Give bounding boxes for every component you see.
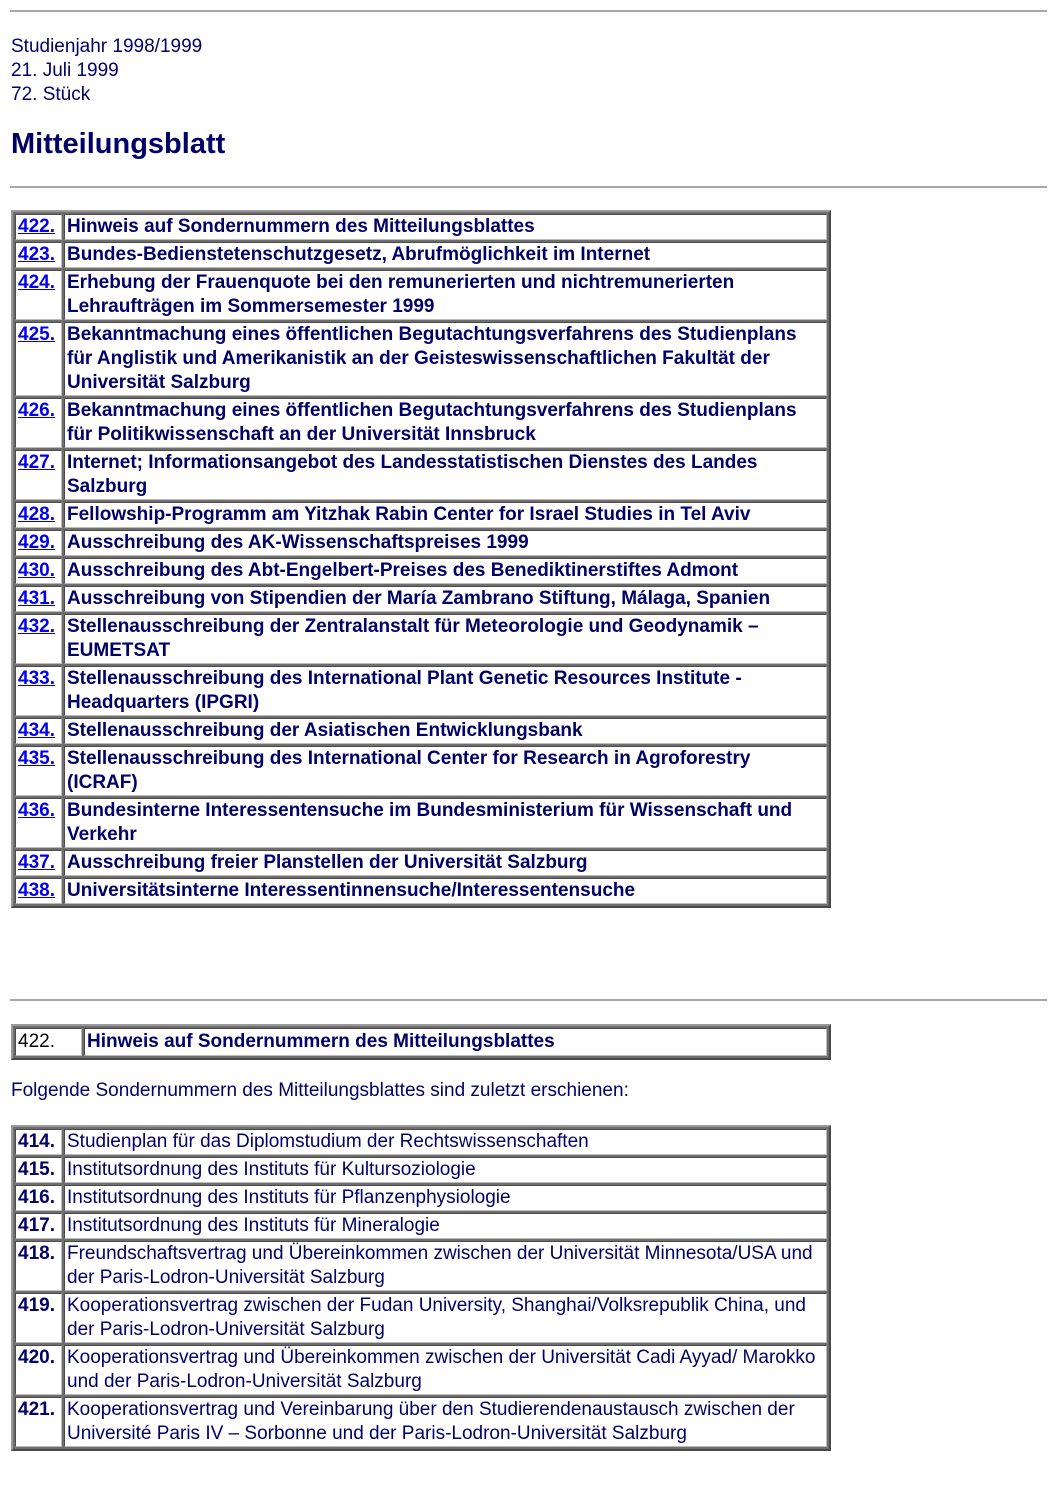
toc-link-428[interactable]: 428. xyxy=(18,504,55,525)
special-issue-row xyxy=(15,1345,827,1395)
special-issue-title: Institutsordnung des Instituts für Kultursoziologie xyxy=(64,1157,827,1183)
special-issue-row xyxy=(15,1157,827,1183)
toc-link-432[interactable]: 432. xyxy=(18,616,55,637)
special-issue-title: Kooperationsvertrag und Vereinbarung über den Studierendenaustausch zwischen der Université Paris IV – Sorbonne und der Paris-Lodron-Universität Salzburg xyxy=(64,1397,827,1447)
toc-link-433[interactable]: 433. xyxy=(18,668,55,689)
toc-title: Ausschreibung des Abt-Engelbert-Preises des Benediktinerstiftes Admont xyxy=(64,558,827,584)
special-issue-number: 420. xyxy=(15,1345,62,1395)
special-issue-title: Kooperationsvertrag zwischen der Fudan University, Shanghai/Volksrepublik China, und der Paris-Lodron-Universität Salzburg xyxy=(64,1293,827,1343)
toc-link-434[interactable]: 434. xyxy=(18,720,55,741)
toc-title: Stellenausschreibung des International Plant Genetic Resources Institute - Headquarters (IPGRI) xyxy=(64,666,827,716)
toc-link-437[interactable]: 437. xyxy=(18,852,55,873)
toc-row xyxy=(15,502,827,528)
toc-title: Fellowship-Programm am Yitzhak Rabin Center for Israel Studies in Tel Aviv xyxy=(64,502,827,528)
toc-title: Ausschreibung von Stipendien der María Zambrano Stiftung, Málaga, Spanien xyxy=(64,586,827,612)
toc-link-427[interactable]: 427. xyxy=(18,452,55,473)
special-issue-row xyxy=(15,1185,827,1211)
title-rule xyxy=(10,186,1047,188)
special-issue-row xyxy=(15,1213,827,1239)
issue-date: 21. Juli 1999 xyxy=(11,60,119,81)
special-issue-title: Kooperationsvertrag und Übereinkommen zwischen der Universität Cadi Ayyad/ Marokko und der Paris-Lodron-Universität Salzburg xyxy=(64,1345,827,1395)
special-issue-title: Studienplan für das Diplomstudium der Rechtswissenschaften xyxy=(64,1129,827,1155)
toc-row xyxy=(15,666,827,716)
toc-link-426[interactable]: 426. xyxy=(18,400,55,421)
toc-title: Stellenausschreibung der Asiatischen Entwicklungsbank xyxy=(64,718,827,744)
special-issue-row xyxy=(15,1293,827,1343)
section-number: 422. xyxy=(15,1028,82,1056)
toc-link-436[interactable]: 436. xyxy=(18,800,55,821)
toc-link-424[interactable]: 424. xyxy=(18,272,55,293)
table-of-contents xyxy=(11,210,831,908)
issue-number: 72. Stück xyxy=(11,84,91,105)
special-issues-table xyxy=(11,1125,831,1451)
special-issue-row xyxy=(15,1241,827,1291)
toc-link-438[interactable]: 438. xyxy=(18,880,55,901)
toc-row xyxy=(15,270,827,320)
special-issue-number: 417. xyxy=(15,1213,62,1239)
toc-title: Universitätsinterne Interessentinnensuche/Interessentensuche xyxy=(64,878,827,904)
special-issue-number: 421. xyxy=(15,1397,62,1447)
toc-title: Bekanntmachung eines öffentlichen Begutachtungsverfahrens des Studienplans für Anglistik und Amerikanistik an der Geisteswissenschaftlichen Fakultät der Universität Salzburg xyxy=(64,322,827,396)
toc-title: Internet; Informationsangebot des Landesstatistischen Dienstes des Landes Salzburg xyxy=(64,450,827,500)
toc-row xyxy=(15,586,827,612)
toc-title: Hinweis auf Sondernummern des Mitteilungsblattes xyxy=(64,214,827,240)
study-year: Studienjahr 1998/1999 xyxy=(11,36,203,57)
page-title: Mitteilungsblatt xyxy=(11,128,226,160)
special-issue-number: 419. xyxy=(15,1293,62,1343)
toc-row xyxy=(15,322,827,396)
special-issue-number: 416. xyxy=(15,1185,62,1211)
special-issue-title: Institutsordnung des Instituts für Pflanzenphysiologie xyxy=(64,1185,827,1211)
toc-link-430[interactable]: 430. xyxy=(18,560,55,581)
section-title: Hinweis auf Sondernummern des Mitteilungsblattes xyxy=(84,1028,827,1056)
toc-title: Bundes-Bedienstetenschutzgesetz, Abrufmöglichkeit im Internet xyxy=(64,242,827,268)
toc-title: Stellenausschreibung des International Center for Research in Agroforestry (ICRAF) xyxy=(64,746,827,796)
special-issue-number: 414. xyxy=(15,1129,62,1155)
issue-meta xyxy=(11,35,202,107)
toc-row xyxy=(15,558,827,584)
section-intro: Folgende Sondernummern des Mitteilungsblattes sind zuletzt erschienen: xyxy=(11,1080,629,1101)
special-issue-title: Freundschaftsvertrag und Übereinkommen zwischen der Universität Minnesota/USA und der Paris-Lodron-Universität Salzburg xyxy=(64,1241,827,1291)
toc-row xyxy=(15,614,827,664)
toc-title: Bundesinterne Interessentensuche im Bundesministerium für Wissenschaft und Verkehr xyxy=(64,798,827,848)
section-422-header xyxy=(11,1024,831,1060)
toc-row xyxy=(15,878,827,904)
toc-title: Ausschreibung des AK-Wissenschaftspreises 1999 xyxy=(64,530,827,556)
toc-link-425[interactable]: 425. xyxy=(18,324,55,345)
toc-row xyxy=(15,746,827,796)
toc-link-429[interactable]: 429. xyxy=(18,532,55,553)
toc-link-423[interactable]: 423. xyxy=(18,244,55,265)
special-issue-row xyxy=(15,1129,827,1155)
toc-title: Bekanntmachung eines öffentlichen Begutachtungsverfahrens des Studienplans für Politikwissenschaft an der Universität Innsbruck xyxy=(64,398,827,448)
toc-link-422[interactable]: 422. xyxy=(18,216,55,237)
toc-row xyxy=(15,450,827,500)
toc-link-431[interactable]: 431. xyxy=(18,588,55,609)
toc-title: Erhebung der Frauenquote bei den remunerierten und nichtremunerierten Lehraufträgen im Sommersemester 1999 xyxy=(64,270,827,320)
toc-row xyxy=(15,398,827,448)
special-issue-number: 418. xyxy=(15,1241,62,1291)
special-issue-number: 415. xyxy=(15,1157,62,1183)
top-rule xyxy=(10,10,1047,12)
toc-link-435[interactable]: 435. xyxy=(18,748,55,769)
special-issue-row xyxy=(15,1397,827,1447)
toc-row xyxy=(15,718,827,744)
toc-title: Ausschreibung freier Planstellen der Universität Salzburg xyxy=(64,850,827,876)
toc-row xyxy=(15,530,827,556)
toc-title: Stellenausschreibung der Zentralanstalt für Meteorologie und Geodynamik – EUMETSAT xyxy=(64,614,827,664)
section-rule xyxy=(10,999,1047,1001)
toc-row xyxy=(15,242,827,268)
toc-row xyxy=(15,850,827,876)
special-issue-title: Institutsordnung des Instituts für Mineralogie xyxy=(64,1213,827,1239)
toc-row xyxy=(15,798,827,848)
toc-row xyxy=(15,214,827,240)
